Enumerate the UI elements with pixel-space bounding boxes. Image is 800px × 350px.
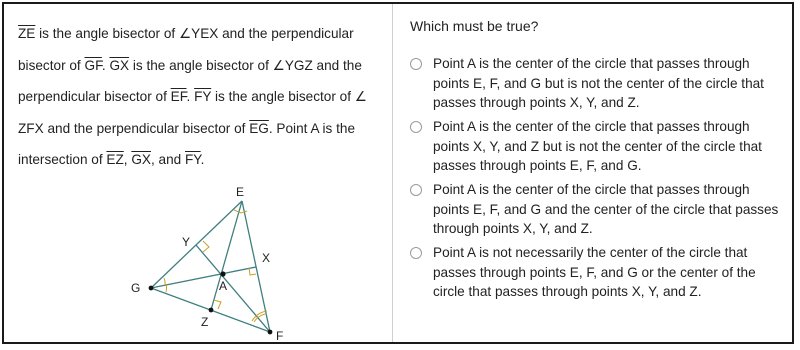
answer-option-1[interactable] <box>410 54 780 113</box>
label-y: Y <box>182 235 191 249</box>
problem-text: , <box>123 152 132 167</box>
label-g: G <box>131 281 141 295</box>
segment-name: $\overline{EF}$ <box>170 89 187 104</box>
segment-name: $\overline{EZ}$ <box>106 152 124 167</box>
triangle-edges <box>151 201 270 332</box>
point-z <box>209 308 214 313</box>
problem-text: . Point A is the intersection of <box>18 120 356 167</box>
triangle-figure <box>124 180 294 346</box>
segment-name: $\overline{GX}$ <box>109 57 130 73</box>
answer-pane <box>406 4 794 342</box>
question-card <box>2 2 794 344</box>
radio-button[interactable] <box>410 121 422 133</box>
problem-text: . <box>101 57 110 73</box>
radio-button[interactable] <box>410 247 422 259</box>
answer-option-2[interactable] <box>410 117 780 176</box>
problem-statement <box>18 18 383 176</box>
label-a: A <box>219 279 228 293</box>
angle-arc-g2 <box>166 284 167 292</box>
point-f <box>268 330 273 335</box>
answer-option-label: Point A is the center of the circle that passes through points E, F, and G and the center of the circle that passes through points X, Y, and Z. <box>433 182 779 236</box>
right-angle-y <box>203 241 209 252</box>
right-angle-z <box>214 300 221 309</box>
problem-text: is the angle bisector of ∠ ZFX and the perpendicular bisector of <box>18 89 367 136</box>
segment-name: $\overline{EG}$ <box>249 120 269 136</box>
segment-name: $\overline{ZE}$ <box>18 26 36 41</box>
point-g <box>149 286 154 291</box>
points <box>149 271 273 334</box>
answer-option-label: Point A is not necessarily the center of the circle that passes through points E, F, and G or the center of the circle that passes through points X, Y, and Z. <box>433 245 756 299</box>
label-f: F <box>276 329 284 343</box>
answer-option-label: Point A is the center of the circle that passes through points X, Y, and Z but is not the center of the circle that passes through points E, F, and G. <box>433 119 762 173</box>
problem-text: . <box>186 89 195 104</box>
label-x: X <box>262 251 271 265</box>
segment-name: $\overline{GX}$ <box>131 152 151 167</box>
segment-name: $\overline{GF}$ <box>84 57 102 73</box>
segment-gx <box>151 267 256 288</box>
problem-text: , and <box>150 152 185 167</box>
segment-name: $\overline{FY}$ <box>194 89 212 104</box>
segment-name: $\overline{FY}$ <box>185 152 201 167</box>
problem-text: . <box>200 152 205 167</box>
label-z: Z <box>201 315 209 329</box>
problem-text: is the angle bisector of ∠YGZ and the perpendicular bisector of <box>18 57 362 104</box>
question-prompt: Which must be true? <box>410 18 539 34</box>
problem-pane <box>4 4 393 342</box>
answer-option-3[interactable] <box>410 180 780 239</box>
answer-option-4[interactable] <box>410 243 780 302</box>
radio-button[interactable] <box>410 58 422 70</box>
right-angle-x <box>249 268 256 275</box>
point-a <box>220 271 225 276</box>
edge-eg <box>151 201 242 288</box>
edge-ef <box>242 201 270 332</box>
answer-option-label: Point A is the center of the circle that passes through points E, F, and G but is not the center of the circle that passes through points X, Y, and Z. <box>433 56 764 110</box>
label-e: E <box>236 185 245 199</box>
radio-button[interactable] <box>410 184 422 196</box>
problem-text: is the angle bisector of ∠YEX and the perpendicular bisector of <box>18 26 354 73</box>
angle-arc-g1 <box>164 278 165 285</box>
point-labels <box>131 185 283 343</box>
